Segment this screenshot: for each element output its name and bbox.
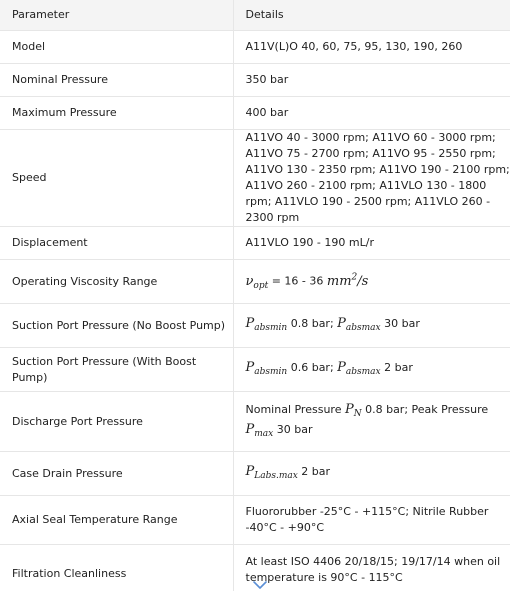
row-param-model: Model [0,31,233,64]
row-value-displacement: A11VLO 190 - 190 mL/r [233,227,510,260]
row-value-axial-seal: Fluororubber -25°C - +115°C; Nitrile Rubber -40°C - +90°C [233,496,510,545]
table-header-row [0,0,510,31]
row-value-maximum-pressure: 400 bar [233,97,510,130]
table-row [0,130,510,227]
row-param-axial-seal: Axial Seal Temperature Range [0,496,233,545]
table-row [0,304,510,348]
row-param-filtration: Filtration Cleanliness [0,545,233,591]
row-param-displacement: Displacement [0,227,233,260]
scroll-down-button[interactable] [252,579,268,591]
row-param-nominal-pressure: Nominal Pressure [0,64,233,97]
row-param-maximum-pressure: Maximum Pressure [0,97,233,130]
table-row [0,227,510,260]
table-row [0,31,510,64]
row-value-case-drain: $P_{Labs.max}$ 2 bar [233,452,510,496]
header-parameter: Parameter [0,0,233,31]
row-value-discharge: Nominal Pressure $P_N$ 0.8 bar; Peak Pressure $P_{max}$ 30 bar [233,392,510,452]
table-row [0,260,510,304]
chevron-down-icon [253,581,267,589]
math-unit: $mm^2/s$ [326,272,369,289]
row-param-speed: Speed [0,130,233,227]
row-param-discharge: Discharge Port Pressure [0,392,233,452]
row-value-nominal-pressure: 350 bar [233,64,510,97]
row-value-speed: A11VO 40 - 3000 rpm; A11VO 60 - 3000 rpm; A11VO 75 - 2700 rpm; A11VO 95 - 2550 rpm; A11VO 130 - 2350 rpm; A11VO 190 - 2100 rpm; A11VO 260 - 2100 rpm; A11VLO 130 - 1800 rpm; A11VLO 190 - 2500 rpm; A11VLO 260 - 2300 rpm [233,130,510,227]
table-row [0,452,510,496]
row-param-suction-with-boost: Suction Port Pressure (With Boost Pump) [0,348,233,392]
row-value-suction-no-boost: $P_{absmin}$ 0.8 bar; $P_{absmax}$ 30 bar [233,304,510,348]
table-row [0,392,510,452]
row-value-model: A11V(L)O 40, 60, 75, 95, 130, 190, 260 [233,31,510,64]
row-param-viscosity: Operating Viscosity Range [0,260,233,304]
row-param-suction-no-boost: Suction Port Pressure (No Boost Pump) [0,304,233,348]
row-value-viscosity: $\nu_{opt} = 16 - 36$ $mm^2/s$ [233,260,510,304]
table-row [0,496,510,545]
row-param-case-drain: Case Drain Pressure [0,452,233,496]
row-value-filtration: At least ISO 4406 20/18/15; 19/17/14 when oil temperature is 90°C - 115°C [233,545,510,591]
row-value-suction-with-boost: $P_{absmin}$ 0.6 bar; $P_{absmax}$ 2 bar [233,348,510,392]
table-row [0,348,510,392]
table-row [0,64,510,97]
table-row [0,97,510,130]
header-details: Details [233,0,510,31]
math-nu: $\nu_{opt}$ [245,273,269,291]
